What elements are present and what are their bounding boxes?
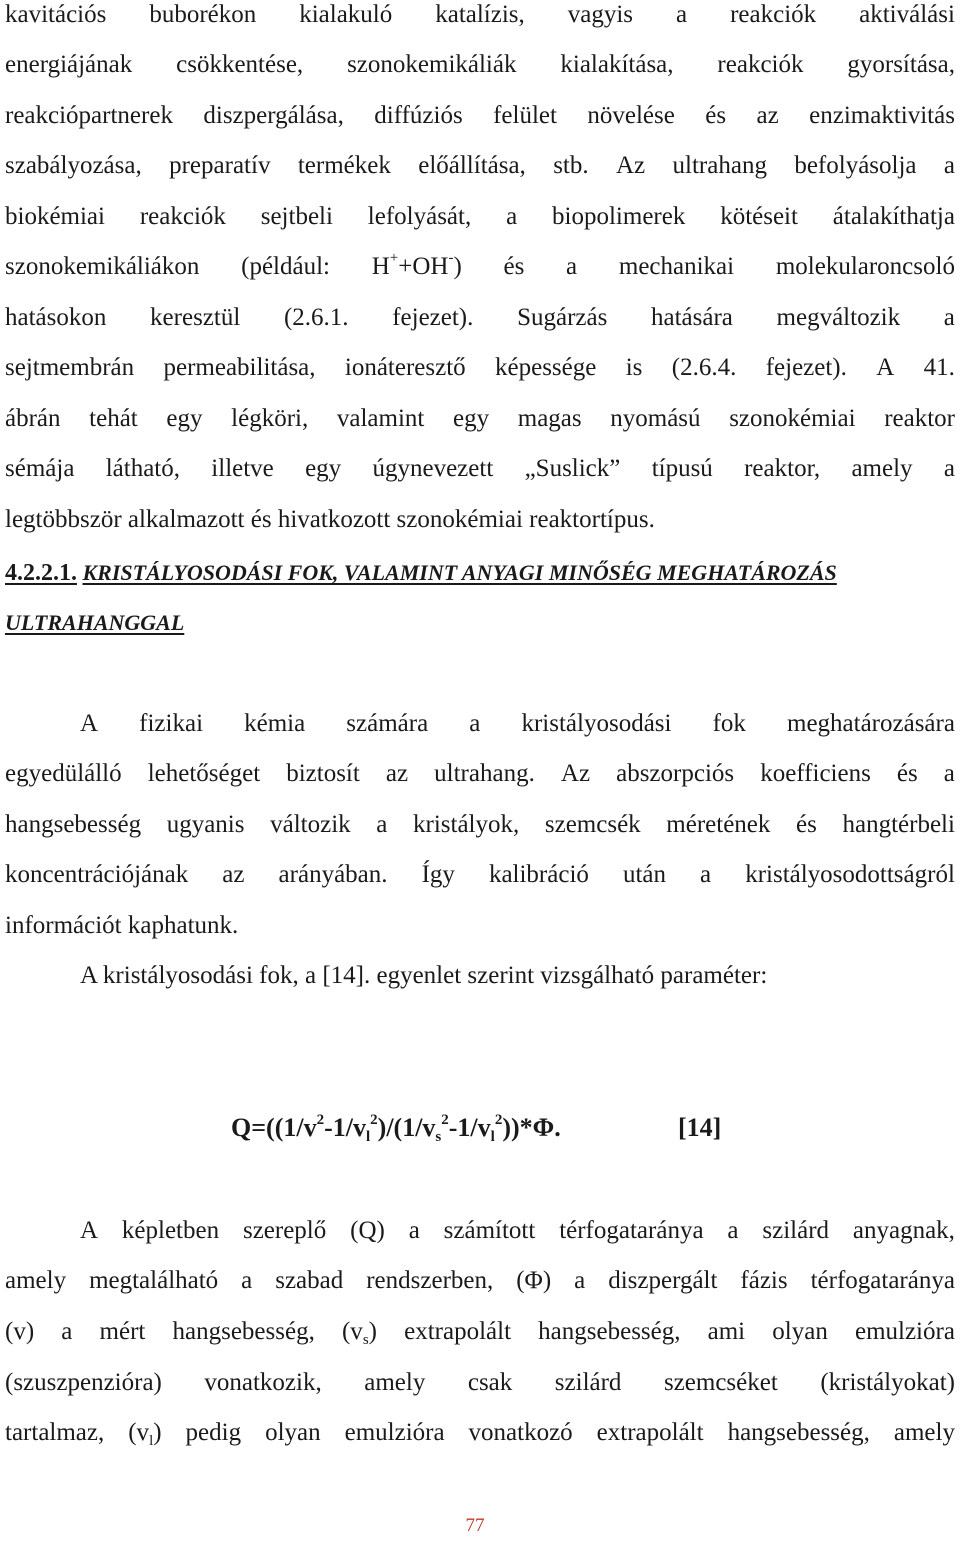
section-title: KRISTÁLYOSODÁSI FOK, VALAMINT ANYAGI MINŐSÉG MEGHATÁROZÁS xyxy=(82,560,837,585)
section-heading-line1 xyxy=(5,560,837,586)
word: mechanikai xyxy=(618,253,735,280)
paragraph1-line xyxy=(5,0,955,51)
paragraph1-line xyxy=(5,404,955,455)
paragraph4-line-with-subscript xyxy=(5,1317,955,1368)
word: felület xyxy=(493,102,557,129)
word: a xyxy=(943,152,955,179)
word: tehát xyxy=(89,405,138,432)
word: után xyxy=(622,861,666,888)
paragraph2-line xyxy=(5,709,955,760)
paragraph1-line xyxy=(5,50,955,101)
word: fok xyxy=(712,710,746,737)
word: hangsebesség xyxy=(5,811,142,838)
word: Így xyxy=(421,861,455,888)
paragraph1-line-with-ions xyxy=(5,252,955,303)
word: úgynevezett xyxy=(372,455,494,482)
word: extrapolált xyxy=(404,1318,512,1345)
word: koefficiens xyxy=(760,760,871,787)
word: reakciók xyxy=(730,1,817,28)
word: (szuszpenzióra) xyxy=(5,1369,162,1396)
word: pedig xyxy=(185,1419,242,1446)
word: számított xyxy=(443,1217,536,1244)
word: abszorpciós xyxy=(616,760,735,787)
word: a xyxy=(943,760,955,787)
word: (kristályokat) xyxy=(820,1369,955,1396)
paragraph3-line: A kristályosodási fok, a [14]. egyenlet szerint vizsgálható paraméter: xyxy=(80,962,768,989)
word: a xyxy=(469,710,481,737)
word: arányában. xyxy=(278,861,388,888)
word: látható, xyxy=(105,455,180,482)
word: növelése xyxy=(587,102,675,129)
word: diszpergált xyxy=(608,1267,718,1294)
word: ábrán xyxy=(5,405,61,432)
paragraph2-line xyxy=(5,810,955,861)
word: a xyxy=(61,1318,73,1345)
word: Az xyxy=(560,760,591,787)
word: amely xyxy=(893,1419,955,1446)
word: vonatkozik, xyxy=(204,1369,322,1396)
word: kialakuló xyxy=(299,1,393,28)
word: 41. xyxy=(923,354,955,381)
paragraph4-line xyxy=(5,1368,955,1419)
ion-formula: H++OH-) xyxy=(371,250,462,280)
word: képletben xyxy=(121,1217,220,1244)
word: csak xyxy=(467,1369,513,1396)
word: kristályosodottságról xyxy=(745,861,955,888)
word: kalibráció xyxy=(488,861,589,888)
word: aktiválási xyxy=(859,1,955,28)
word: megváltozik xyxy=(776,304,901,331)
word: szonokemikáliákon xyxy=(5,253,200,280)
word: hatásokon xyxy=(5,304,107,331)
word: hatására xyxy=(650,304,733,331)
word: (v) xyxy=(5,1318,35,1345)
word: extrapolált xyxy=(596,1419,704,1446)
word: termékek xyxy=(297,152,391,179)
word: amely xyxy=(851,455,913,482)
paragraph4-line-with-subscript xyxy=(5,1418,955,1469)
word: sejtmembrán xyxy=(5,354,135,381)
word: szilárd xyxy=(554,1369,622,1396)
word: egyedülálló xyxy=(5,760,122,787)
paragraph2-line xyxy=(5,860,955,911)
paragraph2-line xyxy=(5,759,955,810)
paragraph1-line xyxy=(5,151,955,202)
word: szemcséket xyxy=(663,1369,778,1396)
superscript: + xyxy=(389,250,399,266)
word: az xyxy=(756,102,779,129)
word: ami xyxy=(707,1318,746,1345)
word: lefolyását, xyxy=(367,203,472,230)
word: biztosít xyxy=(286,760,360,787)
word: az xyxy=(222,861,245,888)
word: hangsebesség, xyxy=(538,1318,681,1345)
paragraph1-last-line: legtöbbször alkalmazott és hivatkozott szonokémiai reaktortípus. xyxy=(5,506,655,533)
paragraph2-last-line: információt kaphatunk. xyxy=(5,912,239,939)
word: a xyxy=(566,253,578,280)
word: térfogataránya xyxy=(559,1217,704,1244)
subscript: l xyxy=(149,1433,154,1449)
word: befolyásolja xyxy=(794,152,917,179)
word: a xyxy=(376,811,388,838)
word: diszpergálása, xyxy=(203,102,344,129)
word: megtalálható xyxy=(89,1267,219,1294)
word: a xyxy=(943,304,955,331)
word: mért xyxy=(99,1318,146,1345)
equation-expression: $Q=((1/v^2-1/v_l^2)/(1/v_s^2-1/v_l^2))*\Phi$. xyxy=(231,1112,561,1145)
word: és xyxy=(503,253,525,280)
word: csökkentése, xyxy=(176,51,304,78)
word: katalízis, xyxy=(435,1,525,28)
word: és xyxy=(896,760,918,787)
word: kötéseit xyxy=(720,203,798,230)
word: egy xyxy=(453,405,490,432)
word: kristályok, xyxy=(413,811,520,838)
paragraph1-line xyxy=(5,454,955,505)
word: (Φ) xyxy=(516,1267,552,1294)
word: lehetőséget xyxy=(147,760,261,787)
symbol: $(v_s)$ xyxy=(341,1318,377,1348)
word: a xyxy=(574,1267,586,1294)
word: ultrahang. xyxy=(434,760,535,787)
word: a xyxy=(943,455,955,482)
word: szonokemikáliák xyxy=(347,51,517,78)
word: stb. xyxy=(553,152,589,179)
word: számára xyxy=(346,710,429,737)
word: „Suslick” xyxy=(524,455,621,482)
word: kémia xyxy=(244,710,306,737)
word: reaktor xyxy=(884,405,955,432)
word: (Q) xyxy=(350,1217,385,1244)
word: vagyis xyxy=(567,1,634,28)
word: hangsebesség, xyxy=(172,1318,315,1345)
word: reakciók xyxy=(717,51,804,78)
word: amely xyxy=(364,1369,426,1396)
word: a xyxy=(241,1267,253,1294)
word: szonokémiai xyxy=(729,405,856,432)
word: energiájának xyxy=(5,51,133,78)
word: Sugárzás xyxy=(517,304,608,331)
word: rendszerben, xyxy=(366,1267,494,1294)
word: meghatározására xyxy=(787,710,955,737)
word: egy xyxy=(305,455,342,482)
word: méretének xyxy=(666,811,771,838)
word: fizikai xyxy=(139,710,204,737)
word: reakciók xyxy=(139,203,226,230)
word: olyan xyxy=(265,1419,321,1446)
word: változik xyxy=(270,811,351,838)
word: szemcsék xyxy=(544,811,641,838)
word: vonatkozó xyxy=(468,1419,573,1446)
paragraph1-line xyxy=(5,303,955,354)
word: sejtbeli xyxy=(260,203,333,230)
paragraph4-line xyxy=(5,1266,955,1317)
word: egy xyxy=(166,405,203,432)
word: típusú xyxy=(651,455,713,482)
paragraph1-line xyxy=(5,353,955,404)
word: ultrahang xyxy=(672,152,767,179)
word: koncentrációjának xyxy=(5,861,189,888)
word: enzimaktivitás xyxy=(809,102,955,129)
page-number: 77 xyxy=(465,1515,485,1536)
word: kialakítása, xyxy=(560,51,674,78)
symbol: $(v_l)$ xyxy=(128,1419,162,1449)
word: buborékon xyxy=(149,1,257,28)
word: szilárd xyxy=(762,1217,830,1244)
word: A xyxy=(80,710,99,737)
word: (2.6.4. xyxy=(671,354,737,381)
paragraph1-line xyxy=(5,101,955,152)
subscript: s xyxy=(362,1332,369,1348)
word: diffúziós xyxy=(374,102,463,129)
word: is xyxy=(625,354,643,381)
word: a xyxy=(700,861,712,888)
word: magas xyxy=(517,405,582,432)
section-heading-line2 xyxy=(5,610,184,636)
word: emulzióra xyxy=(344,1419,445,1446)
word: térfogataránya xyxy=(810,1267,955,1294)
word: ugyanis xyxy=(166,811,245,838)
word: illetve xyxy=(211,455,274,482)
word: molekularoncsoló xyxy=(775,253,955,280)
equation-reference: [14] xyxy=(678,1113,722,1142)
word: olyan xyxy=(772,1318,828,1345)
word: fejezet). xyxy=(392,304,474,331)
word: gyorsítása, xyxy=(847,51,955,78)
word: kavitációs xyxy=(5,1,107,28)
word: hangtérbeli xyxy=(842,811,955,838)
word: reakciópartnerek xyxy=(5,102,173,129)
word: permeabilitása, xyxy=(163,354,316,381)
word: biokémiai xyxy=(5,203,105,230)
word: emulzióra xyxy=(854,1318,955,1345)
word: valamint xyxy=(336,405,425,432)
word: kristályosodási xyxy=(521,710,672,737)
paragraph1-line xyxy=(5,202,955,253)
word: a xyxy=(408,1217,420,1244)
word: biopolimerek xyxy=(552,203,686,230)
section-title-continued: ULTRAHANGGAL xyxy=(5,610,185,635)
word: szereplő xyxy=(242,1217,327,1244)
word: tartalmaz, xyxy=(5,1419,105,1446)
word: és xyxy=(705,102,727,129)
word: reaktor, xyxy=(744,455,821,482)
word: képessége xyxy=(495,354,597,381)
section-number: 4.2.2.1. xyxy=(5,560,77,586)
word: Az xyxy=(616,152,646,179)
superscript: - xyxy=(448,250,454,266)
word: a xyxy=(506,203,518,230)
word: keresztül xyxy=(150,304,241,331)
word: anyagnak, xyxy=(852,1217,955,1244)
word: amely xyxy=(5,1267,67,1294)
word: A xyxy=(876,354,895,381)
word: hangsebesség, xyxy=(727,1419,870,1446)
word: és xyxy=(796,811,817,838)
word: preparatív xyxy=(169,152,271,179)
word: légköri, xyxy=(231,405,309,432)
word: a xyxy=(676,1,688,28)
word: előállítása, xyxy=(418,152,526,179)
word: szabad xyxy=(275,1267,344,1294)
word: nyomású xyxy=(610,405,701,432)
word: sémája xyxy=(5,455,75,482)
paragraph4-line xyxy=(5,1216,955,1267)
word: A xyxy=(80,1217,99,1244)
word: fejezet). xyxy=(765,354,847,381)
word: a xyxy=(727,1217,739,1244)
word: (például: xyxy=(241,253,330,280)
word: ionáteresztő xyxy=(344,354,466,381)
word: szabályozása, xyxy=(5,152,142,179)
word: fázis xyxy=(740,1267,788,1294)
word: (2.6.1. xyxy=(283,304,349,331)
word: átalakíthatja xyxy=(832,203,955,230)
word: az xyxy=(385,760,409,787)
